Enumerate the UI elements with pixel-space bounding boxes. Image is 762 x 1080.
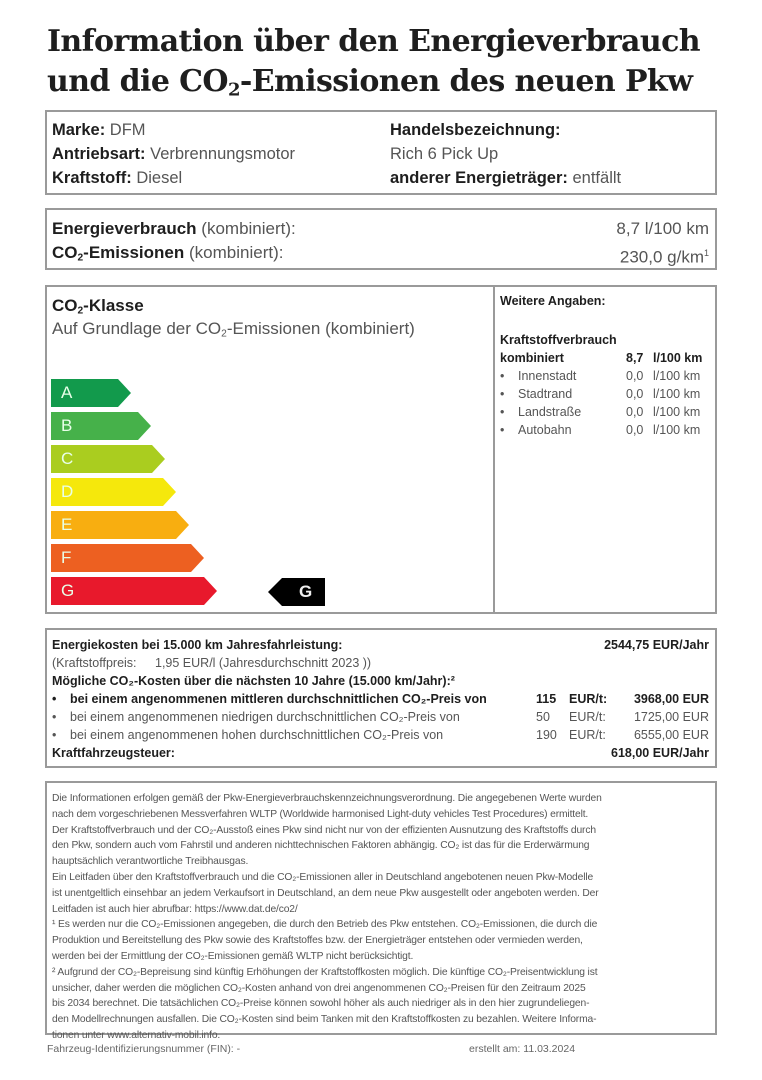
energy-consumption-label: Energieverbrauch [52, 219, 197, 238]
page-title [47, 22, 727, 102]
energy-consumption-value: 8,7 l/100 km [616, 219, 709, 238]
co2-class-subheading-sub: 2 [221, 328, 227, 340]
vehicle-info-right [390, 118, 621, 190]
co2-emissions-value: 230,0 g/km [619, 247, 704, 267]
co2-class-bar-label: C [61, 449, 74, 468]
co2-scenario-row [52, 708, 709, 726]
co2-class-heading-pre: CO [52, 296, 78, 315]
co2-label-pre: CO [52, 243, 78, 262]
legal-footnote-1: ¹ Es werden nur die CO₂-Emissionen angegeben, die durch den Betrieb des Pkw entstehen. CO₂-Emissionen, die durch die [52, 919, 598, 931]
energy-costs-value: 2544,75 EUR/Jahr [604, 638, 709, 652]
co2-class-heading-post: -Klasse [83, 296, 144, 315]
co2-class-bar-label: E [61, 515, 73, 534]
co2-scenario-row [52, 690, 709, 708]
current-class-indicator [268, 578, 325, 606]
fuel-price-value: 1,95 EUR/l (Jahresdurchschnitt 2023 )) [155, 656, 372, 670]
consumption-row-value: 0,0 [626, 369, 644, 383]
co2-class-subheading-post: -Emissionen (kombiniert) [226, 319, 415, 338]
drive-row [52, 142, 295, 166]
consumption-row-unit: l/100 km [653, 387, 701, 401]
costs-box [45, 628, 717, 768]
title-line-2-sub: 2 [227, 79, 240, 101]
legal-line-with-link[interactable]: Leitfaden ist auch hier abrufbar: https://www.dat.de/co2/ [52, 903, 298, 915]
other-energy-value: entfällt [572, 169, 622, 187]
legal-text [52, 791, 709, 1044]
co2-class-heading [52, 295, 144, 317]
co2-scenario-unit: EUR/t: [569, 728, 606, 742]
co2-scenario-row [52, 726, 709, 744]
energy-consumption-row [52, 217, 709, 241]
co2-scenario-value: 1725,00 EUR [633, 710, 709, 724]
fuel-price-label: (Kraftstoffpreis: [52, 656, 137, 670]
legal-line: den Modellrechnungen ausfallen. Die CO₂-Kosten sind beim Tanken mit den Kraftstoffkosten zu bezahlen. Weitere Informa- [52, 1014, 597, 1026]
consumption-box [45, 208, 717, 270]
further-info-title: Weitere Angaben: [500, 294, 606, 308]
consumption-row [500, 403, 712, 421]
legal-line: Produktion und Bereitstellung des Pkw sowie des Kraftstoffes bzw. der Energieträger entstehen oder vermieden werden, [52, 935, 583, 947]
co2-emissions-row [52, 241, 709, 265]
co2-scenario-value: 3968,00 EUR [633, 692, 709, 706]
co2-class-bar-label: A [61, 383, 73, 402]
legal-line: Der Kraftstoffverbrauch und der CO₂-Ausstoß eines Pkw sind nicht nur von der effizienten Ausnutzung des Kraftstoffs durch [52, 824, 596, 836]
trade-name-label: Handelsbezeichnung: [390, 121, 561, 139]
co2-scenario-unit: EUR/t: [569, 710, 606, 724]
legal-footnote-2: ² Aufgrund der CO₂-Bepreisung sind künftig Erhöhungen der Kraftstoffkosten möglich. Die künftige CO₂-Preisentwicklung ist [52, 966, 598, 978]
co2-class-bar-d [51, 478, 176, 506]
vehicle-tax-value: 618,00 EUR/Jahr [611, 746, 709, 760]
co2-footnote-marker: 1 [703, 248, 709, 258]
co2-class-subheading-pre: Auf Grundlage der CO [52, 319, 222, 338]
consumption-row [500, 385, 712, 403]
consumption-row-value: 0,0 [626, 405, 644, 419]
co2-scenario-value: 6555,00 EUR [633, 728, 709, 742]
co2-scenario-text: bei einem angenommenen niedrigen durchschnittlichen CO₂-Preis von [70, 710, 460, 724]
consumption-row-unit: l/100 km [653, 405, 701, 419]
co2-costs-label: Mögliche CO₂-Kosten über die nächsten 10 Jahre (15.000 km/Jahr):² [52, 674, 455, 688]
consumption-row [500, 367, 712, 385]
co2-label-post: -Emissionen [83, 243, 185, 262]
title-line-2 [47, 62, 727, 102]
vehicle-tax-label: Kraftfahrzeugsteuer: [52, 746, 175, 760]
co2-class-bar-label: G [61, 581, 75, 600]
arrow-left-icon [268, 578, 325, 606]
legal-line: den Pkw, sondern auch vom Fahrstil und anderen nichttechnischen Faktoren abhängig. CO₂ ist das für die Erderwärmung [52, 840, 590, 852]
brand-row [52, 118, 295, 142]
consumption-row-name: Innenstadt [518, 369, 577, 383]
vin-label: Fahrzeug-Identifizierungsnummer (FIN): - [47, 1043, 241, 1055]
vehicle-tax-row [52, 744, 709, 762]
title-line-1: Information über den Energieverbrauch [47, 24, 700, 59]
bullet-icon: • [500, 387, 505, 401]
combined-consumption-row [500, 349, 712, 367]
co2-class-bar-g [51, 577, 217, 605]
combined-value: 8,7 [626, 351, 644, 365]
legal-line: unsicher, daher werden die möglichen CO₂-Kosten anhand von drei angenommenen CO₂-Preisen für den Zeitraum 2025 [52, 982, 586, 994]
co2-scenario-unit: EUR/t: [569, 692, 608, 706]
created-date: erstellt am: 11.03.2024 [469, 1043, 576, 1055]
arrow-right-icon [51, 544, 204, 572]
other-energy-row [390, 166, 621, 190]
co2-class-bar-label: B [61, 416, 73, 435]
other-energy-label: anderer Energieträger: [390, 169, 568, 187]
consumption-row-name: Landstraße [518, 405, 582, 419]
legal-notes-box [45, 781, 717, 1041]
consumption-row-name: Autobahn [518, 423, 572, 437]
co2-class-box [45, 285, 495, 614]
legal-line: Ein Leitfaden über den Kraftstoffverbrauch und die CO₂-Emissionen aller in Deutschland angebotenen neuen Pkw-Modelle [52, 871, 594, 883]
energy-consumption-qualifier: (kombiniert): [201, 219, 296, 238]
drive-label: Antriebsart: [52, 145, 146, 163]
co2-class-bar-a [51, 379, 131, 407]
combined-unit: l/100 km [653, 351, 703, 365]
co2-class-bar-e [51, 511, 189, 539]
legal-line: hauptsächlich verantwortliche Treibhausgas. [52, 856, 249, 868]
co2-scenario-price: 115 [536, 692, 557, 706]
legal-line: bis 2034 berechnet. Die tatsächlichen CO₂-Preise können sowohl höher als auch niedriger als in den hier zugrundeliegen- [52, 998, 590, 1010]
co2-class-bar-label: F [61, 548, 72, 567]
fuel-value: Diesel [136, 169, 183, 187]
energy-costs-label: Energiekosten bei 15.000 km Jahresfahrleistung: [52, 638, 343, 652]
co2-class-bar-label: D [61, 482, 74, 501]
bullet-icon: • [500, 423, 505, 437]
co2-scenario-text: bei einem angenommenen mittleren durchschnittlichen CO₂-Preis von [70, 692, 487, 706]
trade-name-value: Rich 6 Pick Up [390, 145, 499, 163]
title-line-2-post: -Emissionen des neuen Pkw [239, 64, 693, 99]
fuel-consumption-label: Kraftstoffverbrauch [500, 333, 617, 347]
legal-line-with-link[interactable]: tionen unter www.alternativ-mobil.info. [52, 1029, 221, 1041]
consumption-row-unit: l/100 km [653, 423, 701, 437]
fuel-row [52, 166, 295, 190]
title-line-2-pre: und die CO [47, 64, 228, 99]
legal-line: ist unentgeltlich einsehbar an jedem Verkaufsort in Deutschland, an dem neue Pkw ausgestellt oder angeboten werden. Der [52, 887, 599, 899]
consumption-row-value: 0,0 [626, 387, 644, 401]
further-info-box [493, 285, 717, 614]
energy-costs-row [52, 636, 709, 654]
legal-line: Die Informationen erfolgen gemäß der Pkw-Energieverbrauchskennzeichnungsverordnung. Die angegebenen Werte wurden [52, 793, 602, 804]
bullet-icon: • [500, 405, 505, 419]
consumption-row-name: Stadtrand [518, 387, 573, 401]
consumption-row [500, 421, 712, 439]
fuel-label: Kraftstoff: [52, 169, 132, 187]
co2-scenario-text: bei einem angenommenen hohen durchschnittlichen CO₂-Preis von [70, 728, 444, 742]
co2-class-heading-sub: 2 [77, 305, 84, 317]
co2-class-bar-b [51, 412, 151, 440]
co2-class-bar-f [51, 544, 204, 572]
co2-scenario-price: 50 [536, 710, 550, 724]
brand-value: DFM [109, 121, 146, 139]
fuel-price-row [52, 654, 709, 672]
legal-line: werden bei der Ermittlung der CO₂-Emissionen gemäß WLTP nicht berücksichtigt. [52, 950, 414, 962]
bullet-icon: • [52, 710, 57, 724]
consumption-row-value: 0,0 [626, 423, 644, 437]
co2-class-subheading [52, 318, 415, 340]
vehicle-info-box [45, 110, 717, 195]
current-class-label: G [299, 582, 313, 601]
co2-costs-heading-row [52, 672, 709, 690]
brand-label: Marke: [52, 121, 106, 139]
co2-label-sub: 2 [77, 252, 84, 264]
co2-emissions-label [52, 243, 184, 262]
bullet-icon: • [52, 692, 57, 706]
legal-line: nach dem vorgeschriebenen Messverfahren WLTP (Worldwide harmonised Light-duty vehicles Test Procedures) ermittelt. [52, 808, 589, 820]
co2-class-bar-c [51, 445, 165, 473]
bullet-icon: • [52, 728, 57, 742]
drive-value: Verbrennungsmotor [150, 145, 296, 163]
vehicle-info-left [52, 118, 295, 190]
co2-emissions-qualifier: (kombiniert): [189, 243, 284, 262]
co2-scenario-price: 190 [536, 728, 557, 742]
combined-label: kombiniert [500, 351, 564, 365]
arrow-right-icon [51, 577, 217, 605]
bullet-icon: • [500, 369, 505, 383]
consumption-row-unit: l/100 km [653, 369, 701, 383]
